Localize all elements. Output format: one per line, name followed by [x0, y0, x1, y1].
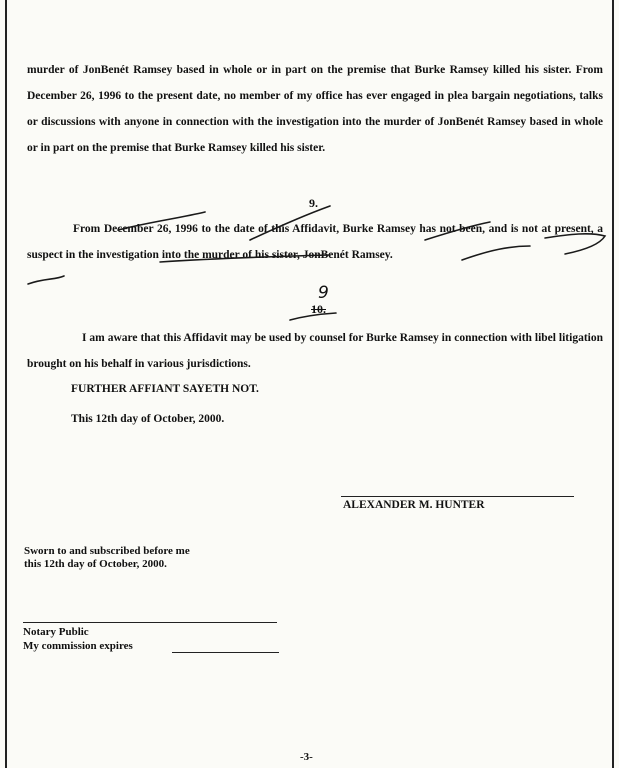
- paragraph-9: From December 26, 1996 to the date of this Affidavit, Burke Ramsey has not been, and is not at present, a suspect in the investigation into the murder of his sister, JonBenét Ramsey.: [27, 223, 603, 261]
- paragraph-8-continuation: murder of JonBenét Ramsey based in whole or in part on the premise that Burke Ramsey killed his sister. From December 26, 1996 to the present date, no member of my office has ever engaged in plea bargain negotiations, talks or discussions with anyone in connection with the investigation into the murder of JonBenét Ramsey based in whole or in part on the premise that Burke Ramsey killed his sister.: [27, 64, 603, 154]
- commission-expires-line: [172, 652, 279, 653]
- jurat-line-1: Sworn to and subscribed before me: [24, 545, 190, 557]
- notary-block: [23, 625, 133, 653]
- handwritten-number-9: 9: [318, 283, 329, 303]
- paragraph-number-10-struck: 10.: [311, 302, 326, 316]
- page-number: -3-: [300, 751, 313, 763]
- further-affiant-line: FURTHER AFFIANT SAYETH NOT.: [71, 383, 259, 395]
- date-line: This 12th day of October, 2000.: [71, 413, 225, 425]
- notary-title: Notary Public: [23, 626, 89, 638]
- page-border-right: [612, 0, 614, 768]
- page-border-left: [5, 0, 7, 768]
- paragraph-10: I am aware that this Affidavit may be used by counsel for Burke Ramsey in connection with libel litigation brought on his behalf in various jurisdictions.: [27, 332, 603, 370]
- commission-expires-label: My commission expires: [23, 640, 133, 652]
- paragraph-number-9: 9.: [309, 196, 318, 210]
- signature-line: [341, 496, 574, 497]
- affiant-name: ALEXANDER M. HUNTER: [343, 499, 485, 511]
- jurat-block: [24, 545, 190, 571]
- notary-signature-line: [23, 622, 277, 623]
- jurat-line-2: this 12th day of October, 2000.: [24, 558, 167, 570]
